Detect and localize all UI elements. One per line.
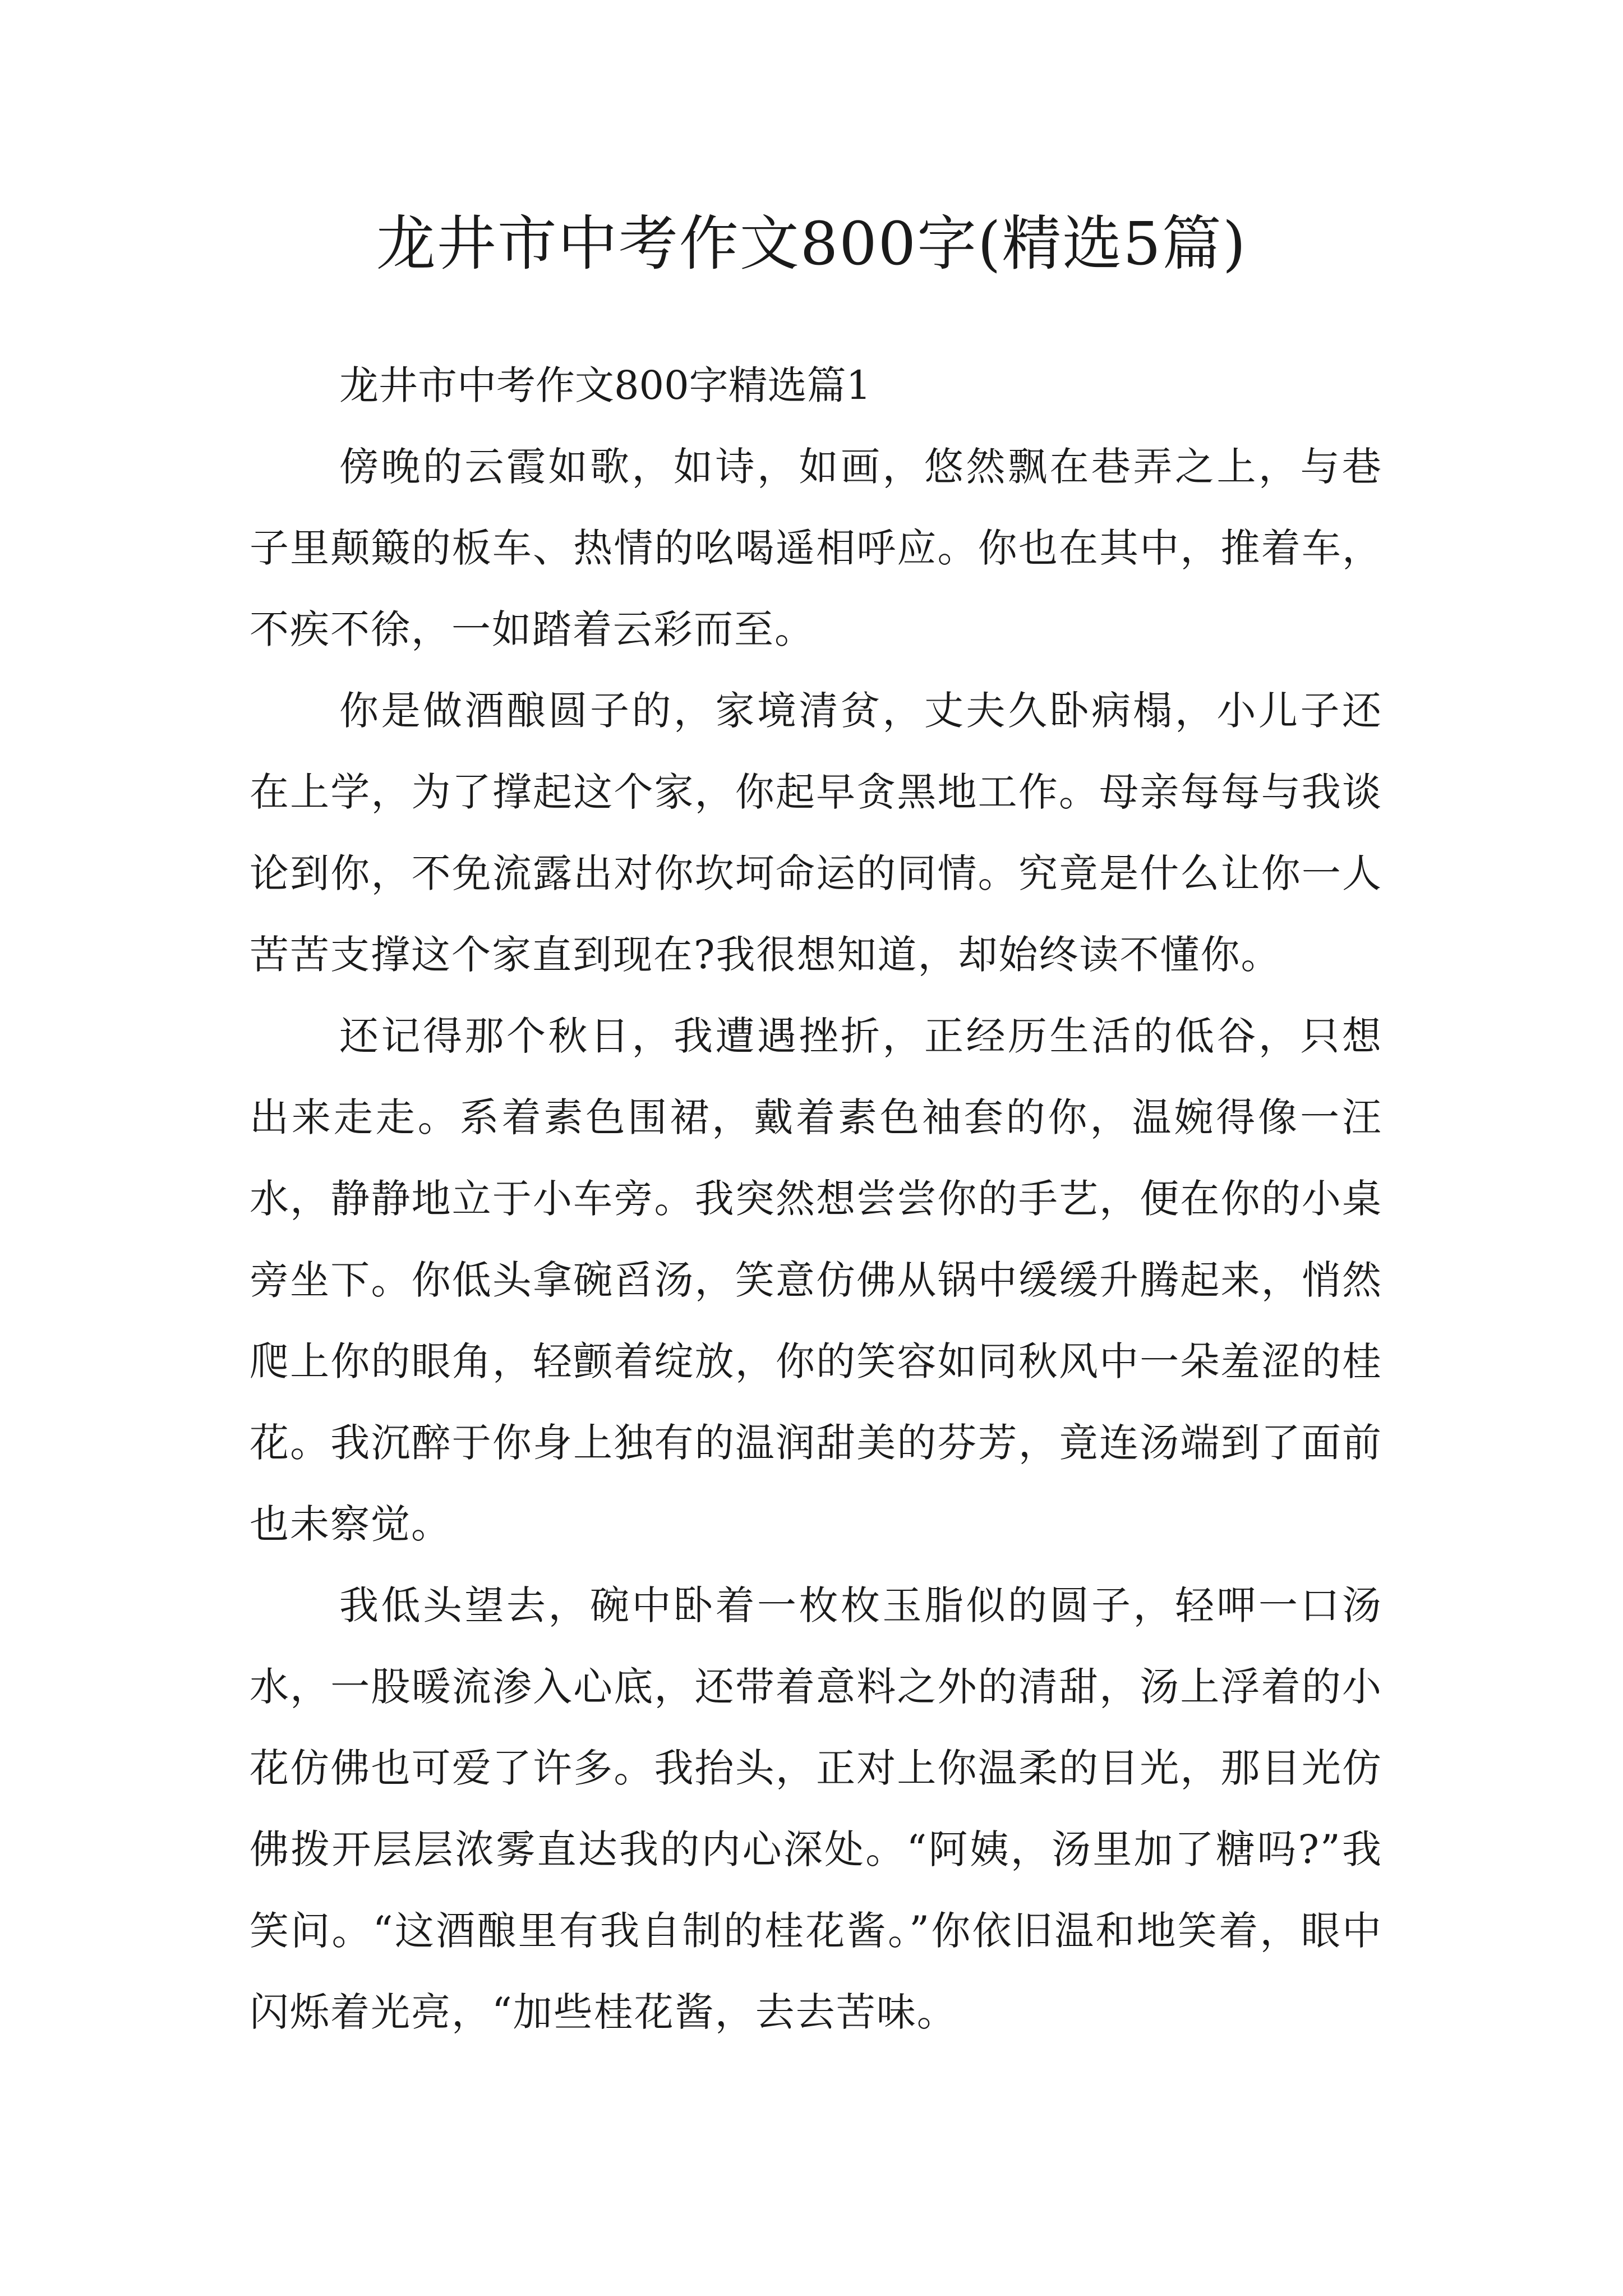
section-heading: 龙井市中考作文800字精选篇1 [339,362,872,408]
paragraph-4: 我低头望去，碗中卧着一枚枚玉脂似的圆子，轻呷一口汤水，一股暖流渗入心底，还带着意料之外的清甜，汤上浮着的小花仿佛也可爱了许多。我抬头，正对上你温柔的目光，那目光仿佛拨开层层浓雾直达我的内心深处。“阿姨，汤里加了糖吗?”我笑问。“这酒酿里有我自制的桂花酱。”你依旧温和地笑着，眼中闪烁着光亮，“加些桂花酱，去去苦味。 [250,1582,1382,2035]
document-body [250,345,1382,2053]
paragraph-3: 还记得那个秋日，我遭遇挫折，正经历生活的低谷，只想出来走走。系着素色围裙，戴着素色袖套的你，温婉得像一汪水，静静地立于小车旁。我突然想尝尝你的手艺，便在你的小桌旁坐下。你低头拿碗舀汤，笑意仿佛从锅中缓缓升腾起来，悄然爬上你的眼角，轻颤着绽放，你的笑容如同秋风中一朵羞涩的桂花。我沉醉于你身上独有的温润甜美的芬芳，竟连汤端到了面前也未察觉。 [250,1013,1382,1547]
paragraph-1: 傍晚的云霞如歌，如诗，如画，悠然飘在巷弄之上，与巷子里颠簸的板车、热情的吆喝遥相呼应。你也在其中，推着车，不疾不徐，一如踏着云彩而至。 [250,444,1382,652]
paragraph-2: 你是做酒酿圆子的，家境清贫，丈夫久卧病榻，小儿子还在上学，为了撑起这个家，你起早贪黑地工作。母亲每每与我谈论到你，不免流露出对你坎坷命运的同情。究竟是什么让你一人苦苦支撑这个家直到现在?我很想知道，却始终读不懂你。 [250,688,1382,978]
document-title: 龙井市中考作文800字(精选5篇) [376,209,1247,278]
